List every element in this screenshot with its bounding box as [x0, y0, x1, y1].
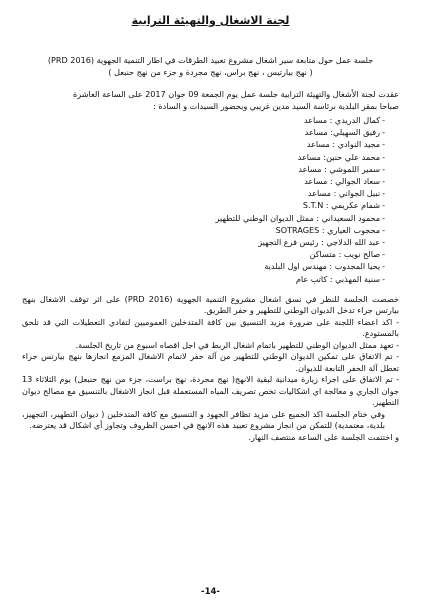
- meeting-line-1: عقدت لجنة الأشغال والتهيئة الترابية جلسة عمل يوم الجمعة 09 جوان 2017 على الساعة العاشرة: [72, 89, 399, 99]
- attendee-item: -رفيق السهيلي: مساعد: [304, 127, 385, 138]
- attendee-item: -صالح نويب : متساكن: [309, 249, 385, 260]
- body-paragraph: وفي ختام الجلسة اكد الجميع على مزيد تظافر الجهود و التنسيق مع كافة المتدخلين ( ديوان التطهير، التجهيز، بلدية، معتمدية) للتمكن من انجاز مشروع تعبيد هذه الانهج في احسن الظروف وتجاوز أي اشكال قد يعترضه.: [22, 408, 385, 431]
- attendee-item: -محجوب العياري : SOTRAGES: [275, 224, 385, 235]
- attendee-item: -نبيل الجواني : مساعد: [307, 188, 385, 199]
- intro-block: [22, 55, 399, 78]
- body-paragraph: و اختتمت الجلسة على الساعة منتصف النهار.: [248, 431, 399, 442]
- body-paragraph: - تعهد ممثل الديوان الوطني للتطهير باتمام اشغال الربط في اجل اقصاه اسبوع من تاريخ الجلسة.: [75, 339, 399, 350]
- attendee-item: -سنية المهذبي : كاتب عام: [295, 273, 385, 284]
- intro-line-1: جلسة عمل حول متابعة سير اشغال مشروع تعبيد الطرقات في اطار التنمية الجهوية (PRD 2016): [47, 55, 374, 65]
- meeting-block: [22, 89, 399, 112]
- page-title: لجنة الاشغال والتهيئة الترابية: [131, 14, 290, 27]
- attendee-item: -عبد الله الدلاجي : رئيس فرع التجهيز: [258, 237, 385, 248]
- attendee-list: [22, 114, 399, 285]
- body-paragraph: - تم الاتفاق على تمكين الديوان الوطني للتطهير من آلة حفر لاتمام الاشغال المزمع انجازها بنهج بيارتس جراء تعطل آلة الحفر التابعة للديوان.: [22, 351, 399, 373]
- intro-line-2: ( نهج بيارتيس ، نهج براس، نهج مجردة و جزء من نهج حنبعل ): [108, 66, 313, 77]
- attendee-item: -كمال الدريدي : مساعد: [303, 115, 385, 125]
- meeting-line-2: صباحا بمقر البلدية برئاسة السيد مدين غريبي وبحضور السيدات و السادة :: [153, 100, 399, 111]
- attendee-item: -سمير اللموشي : مساعد: [298, 163, 385, 174]
- attendee-item: -مجيد النوادي : مساعد: [306, 139, 385, 150]
- attendee-item: -سعاد الجوالي : مساعد: [304, 176, 385, 187]
- body-paragraph: خصصت الجلسة للنظر في نسق اشغال مشروع التنمية الجهوية (PRD 2016) على اثر توقف الاشغال بنهج بيارتس جراء تدخل الديوان الوطني للتطهير و حفر الطريق.: [22, 293, 399, 316]
- attendee-item: -يحيا المجدوب : مهندس اول البلدية: [264, 261, 385, 272]
- page-number: -14-: [201, 587, 220, 597]
- body-paragraph: - اكد اعضاء اللجنة على ضرورة مزيد التنسيق بين كافة المتدخلين العموميين لتفادي التعطيلات التي قد تلحق بالمستودع.: [22, 316, 399, 339]
- attendee-item: -محمود السعيداني : ممثل الديوان الوطني للتطهير: [215, 212, 385, 223]
- body-paragraph: - تم الاتفاق على اجراء زيارة ميدانية لبقية الانهج( نهج مجردة، نهج براست، جزء من نهج حنبعل) يوم الثلاثاء 13 جوان الجاري و معالجة اي اشكاليات تخص تصريف المياه المستعملة قبل انجاز الاشغال بالتنسيق مع مصالح ديوان التطهير.: [22, 374, 399, 408]
- attendee-item: -شمام عكريمي : S.T.N: [302, 200, 385, 211]
- minutes-body: [22, 294, 399, 444]
- attendee-item: -محمد علي حنين: مساعد: [297, 151, 385, 162]
